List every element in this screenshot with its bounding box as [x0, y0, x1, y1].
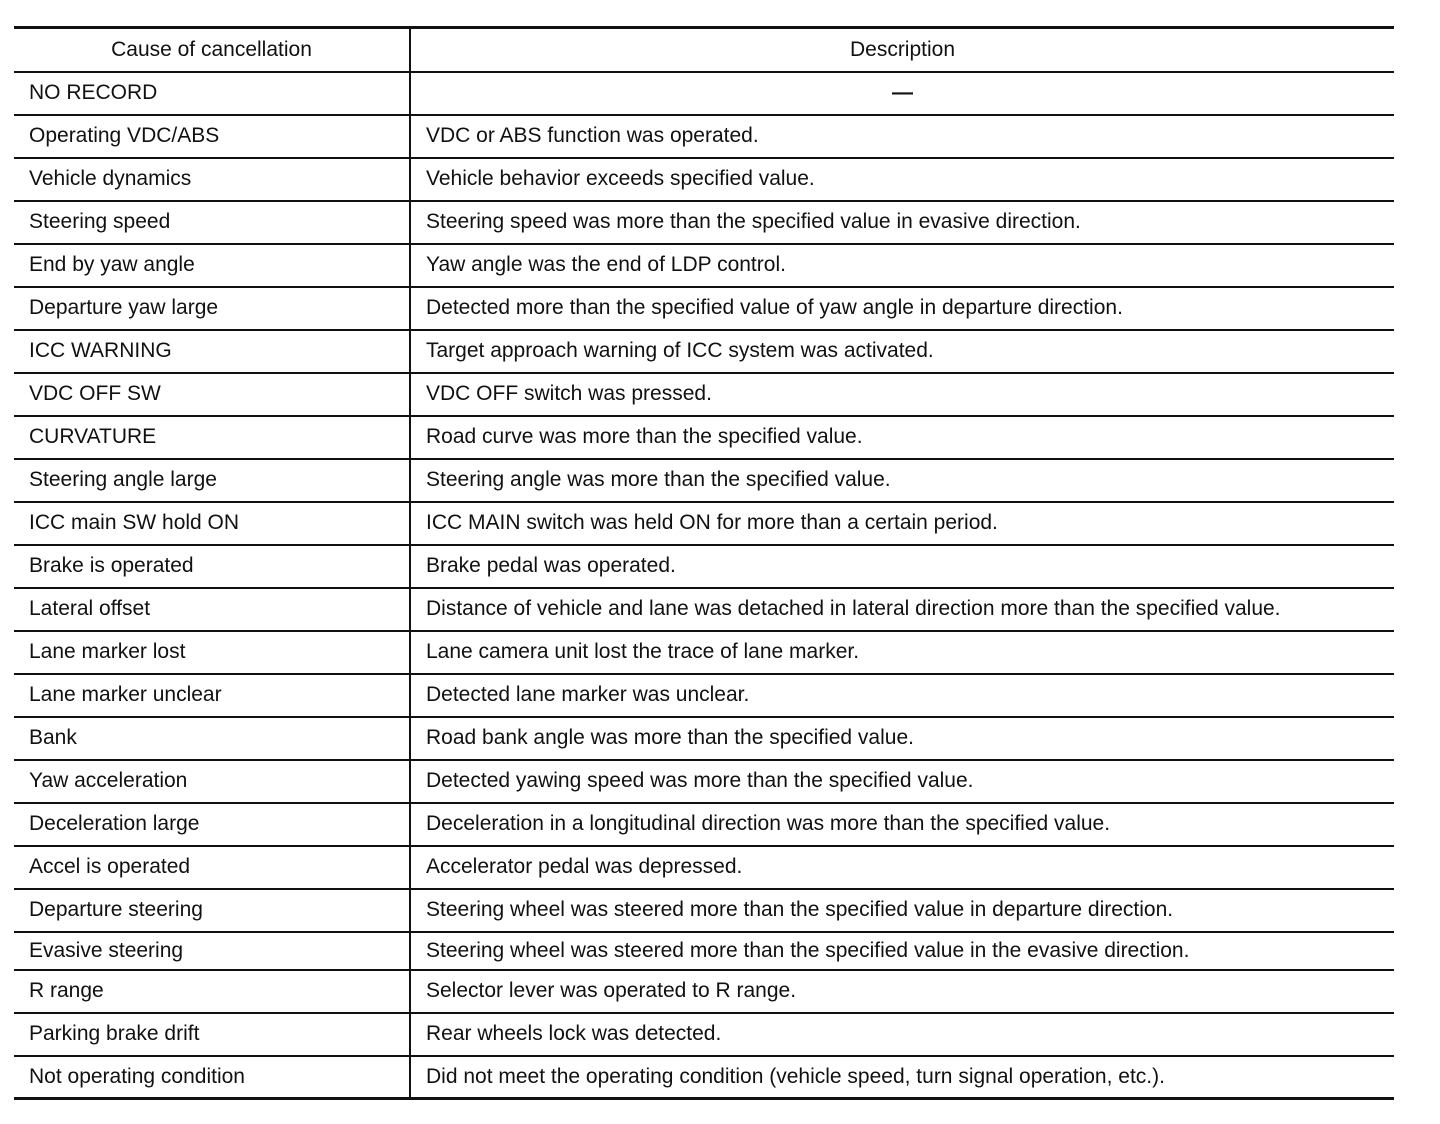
cause-cell: Departure yaw large [14, 287, 410, 330]
table-row [14, 717, 1394, 760]
description-cell: Steering angle was more than the specified value. [410, 459, 1394, 502]
cause-cell: ICC WARNING [14, 330, 410, 373]
cause-cell: Steering speed [14, 201, 410, 244]
cause-cell: R range [14, 970, 410, 1013]
table-row [14, 72, 1394, 115]
table-row [14, 932, 1394, 970]
cause-cell: Parking brake drift [14, 1013, 410, 1056]
description-cell: Yaw angle was the end of LDP control. [410, 244, 1394, 287]
cause-cell: ICC main SW hold ON [14, 502, 410, 545]
cause-cell: Bank [14, 717, 410, 760]
column-header-cause: Cause of cancellation [14, 28, 410, 72]
table-row [14, 803, 1394, 846]
description-cell: Did not meet the operating condition (vehicle speed, turn signal operation, etc.). [410, 1056, 1394, 1099]
description-cell: VDC OFF switch was pressed. [410, 373, 1394, 416]
description-cell: Selector lever was operated to R range. [410, 970, 1394, 1013]
table-row [14, 244, 1394, 287]
cause-cell: Lane marker unclear [14, 674, 410, 717]
description-cell: Deceleration in a longitudinal direction was more than the specified value. [410, 803, 1394, 846]
cause-cell: Vehicle dynamics [14, 158, 410, 201]
table-row [14, 287, 1394, 330]
table-row [14, 889, 1394, 932]
table-row [14, 631, 1394, 674]
table-row [14, 846, 1394, 889]
table-row [14, 416, 1394, 459]
cancellation-cause-table [14, 26, 1394, 1100]
cause-cell: Brake is operated [14, 545, 410, 588]
table-row [14, 158, 1394, 201]
cause-cell: Departure steering [14, 889, 410, 932]
table-row [14, 545, 1394, 588]
table-row [14, 502, 1394, 545]
description-cell: Target approach warning of ICC system was activated. [410, 330, 1394, 373]
description-cell: — [410, 72, 1394, 115]
table-row [14, 588, 1394, 631]
description-cell: Steering wheel was steered more than the specified value in departure direction. [410, 889, 1394, 932]
table-row [14, 1013, 1394, 1056]
cause-cell: Evasive steering [14, 932, 410, 970]
cause-cell: Accel is operated [14, 846, 410, 889]
description-cell: Detected more than the specified value of yaw angle in departure direction. [410, 287, 1394, 330]
table-row [14, 373, 1394, 416]
description-cell: Road curve was more than the specified value. [410, 416, 1394, 459]
description-cell: Steering wheel was steered more than the specified value in the evasive direction. [410, 932, 1394, 970]
description-cell: ICC MAIN switch was held ON for more than a certain period. [410, 502, 1394, 545]
cause-cell: End by yaw angle [14, 244, 410, 287]
table-row [14, 760, 1394, 803]
cause-cell: VDC OFF SW [14, 373, 410, 416]
description-cell: VDC or ABS function was operated. [410, 115, 1394, 158]
cause-cell: Deceleration large [14, 803, 410, 846]
table-row [14, 1056, 1394, 1099]
table-row [14, 330, 1394, 373]
table-row [14, 115, 1394, 158]
table-header-row [14, 28, 1394, 72]
description-cell: Vehicle behavior exceeds specified value. [410, 158, 1394, 201]
cause-cell: Operating VDC/ABS [14, 115, 410, 158]
cause-cell: Lateral offset [14, 588, 410, 631]
table-row [14, 674, 1394, 717]
table-row [14, 970, 1394, 1013]
description-cell: Steering speed was more than the specified value in evasive direction. [410, 201, 1394, 244]
description-cell: Road bank angle was more than the specified value. [410, 717, 1394, 760]
cause-cell: CURVATURE [14, 416, 410, 459]
description-cell: Detected lane marker was unclear. [410, 674, 1394, 717]
table-row [14, 459, 1394, 502]
description-cell: Detected yawing speed was more than the specified value. [410, 760, 1394, 803]
description-cell: Lane camera unit lost the trace of lane marker. [410, 631, 1394, 674]
description-cell: Brake pedal was operated. [410, 545, 1394, 588]
cause-cell: Not operating condition [14, 1056, 410, 1099]
description-cell: Accelerator pedal was depressed. [410, 846, 1394, 889]
cause-cell: Steering angle large [14, 459, 410, 502]
column-header-description: Description [410, 28, 1394, 72]
description-cell: Distance of vehicle and lane was detached in lateral direction more than the specified value. [410, 588, 1394, 631]
cause-cell: NO RECORD [14, 72, 410, 115]
cause-cell: Lane marker lost [14, 631, 410, 674]
cause-cell: Yaw acceleration [14, 760, 410, 803]
description-cell: Rear wheels lock was detected. [410, 1013, 1394, 1056]
table-row [14, 201, 1394, 244]
